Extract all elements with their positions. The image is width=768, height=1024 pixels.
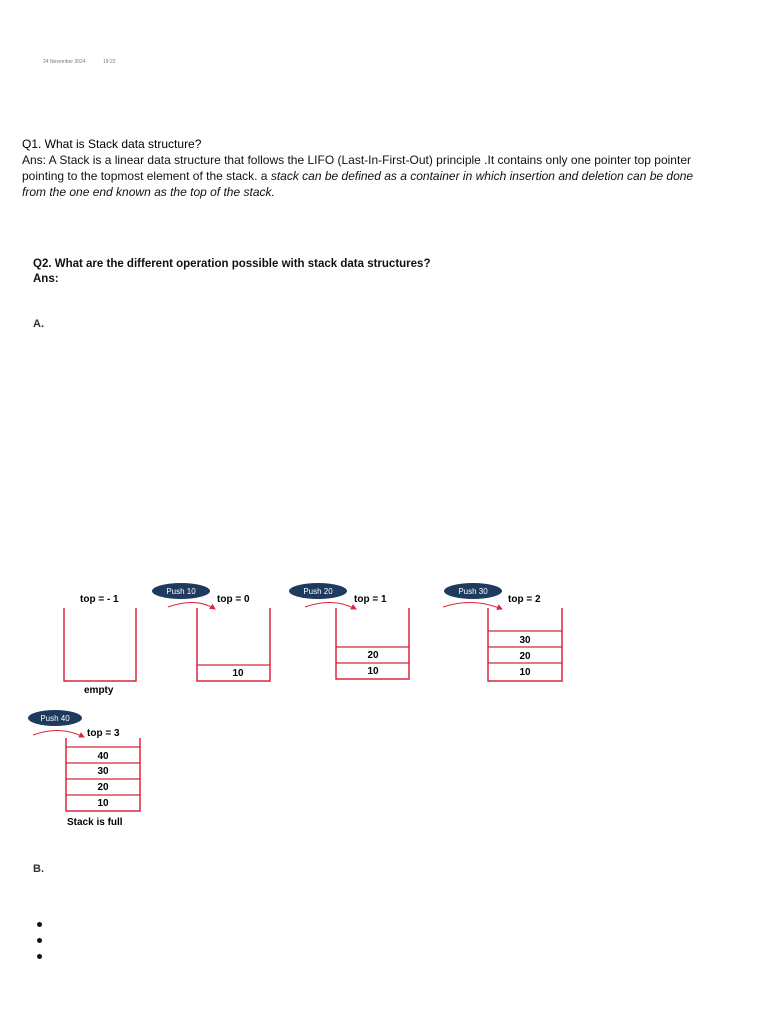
push40-item-3: 10 — [97, 798, 109, 809]
q1-answer — [22, 152, 702, 200]
push10-arrow — [168, 602, 215, 609]
section-b-label: B. — [33, 863, 44, 875]
bullet-point — [37, 954, 42, 959]
push20-item-0: 20 — [367, 650, 379, 661]
push10-badge-label: Push 10 — [166, 587, 196, 596]
push30-item-2: 10 — [519, 667, 531, 678]
stack-push10 — [152, 583, 270, 681]
push30-item-1: 20 — [519, 651, 531, 662]
top-label-empty: top = - 1 — [80, 594, 119, 605]
q2-answer-label: Ans: — [33, 273, 59, 285]
stack-empty — [64, 594, 136, 696]
stack-push30 — [443, 583, 562, 681]
q1-answer-italic: stack can be defined as a container in which insertion and deletion can be done from the one end known as the top of the stack. — [22, 169, 694, 199]
q2-question: Q2. What are the different operation possible with stack data structures? — [33, 258, 431, 270]
bullet-point — [37, 938, 42, 943]
note-date: 24 November 2024 — [43, 59, 86, 65]
q2-block — [33, 257, 430, 287]
push20-arrow — [305, 602, 356, 609]
push20-item-1: 10 — [367, 666, 379, 677]
push40-arrow — [33, 730, 84, 737]
stack-push-diagram — [0, 575, 768, 835]
bullet-point — [37, 922, 42, 927]
push40-item-2: 20 — [97, 782, 109, 793]
push10-item-0: 10 — [232, 668, 244, 679]
push20-badge-label: Push 20 — [303, 587, 333, 596]
push30-arrow — [443, 602, 502, 609]
push40-badge-label: Push 40 — [40, 714, 70, 723]
caption-push40: Stack is full — [67, 817, 123, 828]
q1-answer-text: Ans: A Stack is a linear data structure that follows the LIFO (Last-In-First-Out) principle .It contains only one pointer top pointer pointing to the topmost element of the stack. a — [22, 153, 691, 183]
top-label-push30: top = 2 — [508, 594, 541, 605]
stack-push20 — [289, 583, 409, 679]
stack-container-empty — [64, 608, 136, 681]
top-label-push40: top = 3 — [87, 728, 120, 739]
push30-badge-label: Push 30 — [458, 587, 488, 596]
push40-item-0: 40 — [97, 751, 109, 762]
push40-item-1: 30 — [97, 766, 109, 777]
note-time: 19:22 — [103, 59, 116, 65]
q1-question: Q1. What is Stack data structure? — [22, 137, 202, 151]
stack-push40 — [28, 710, 140, 828]
top-label-push10: top = 0 — [217, 594, 250, 605]
section-a-label: A. — [33, 318, 44, 330]
caption-empty: empty — [84, 685, 114, 696]
top-label-push20: top = 1 — [354, 594, 387, 605]
push30-item-0: 30 — [519, 635, 531, 646]
